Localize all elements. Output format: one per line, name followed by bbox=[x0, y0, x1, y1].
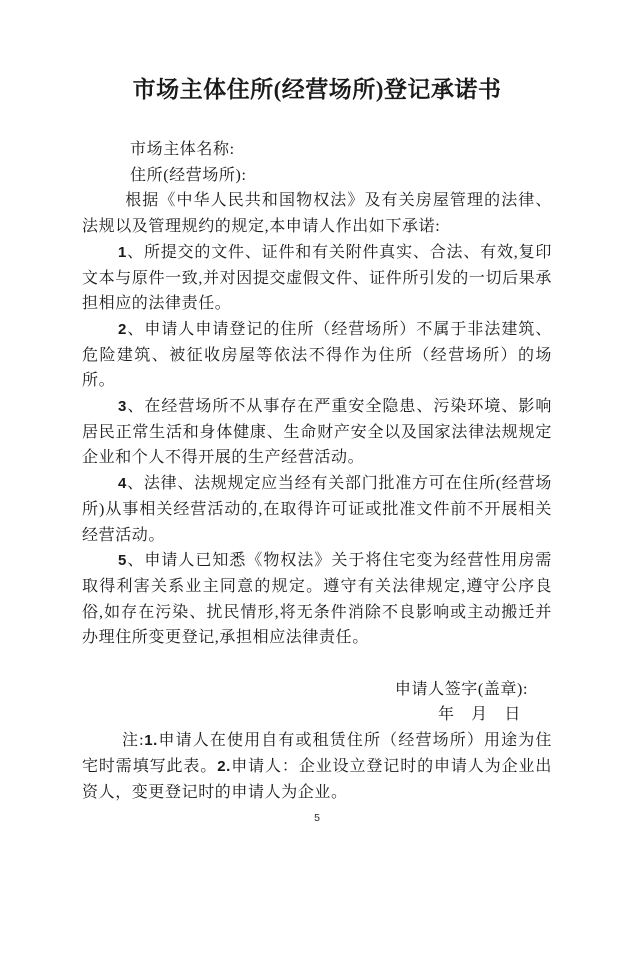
item-5-number: 5 bbox=[118, 552, 127, 570]
signature-block bbox=[82, 677, 552, 728]
note-paragraph bbox=[82, 728, 552, 805]
item-5-text: 、申请人已知悉《物权法》关于将住宅变为经营性用房需取得利害关系业主同意的规定。遵守有关法律规定,遵守公序良俗,如存在污染、扰民情形,将无条件消除不良影响或主动搬迁并办理住所变更登记,承担相应法律责任。 bbox=[82, 552, 552, 647]
signature-label: 申请人签字(盖章): bbox=[394, 680, 528, 698]
item-1-text: 、所提交的文件、证件和有关附件真实、合法、有效,复印文本与原件一致,并对因提交虚假文件、证件所引发的一切后果承担相应的法律责任。 bbox=[82, 243, 552, 313]
page-number: 5 bbox=[314, 812, 320, 825]
intro-paragraph: 根据《中华人民共和国物权法》及有关房屋管理的法律、法规以及管理规约的规定,本申请人作出如下承诺: bbox=[82, 192, 552, 236]
commitment-item-1 bbox=[82, 240, 552, 317]
note-item-1-number: 1. bbox=[144, 732, 158, 750]
field-entity-name: 市场主体名称: bbox=[130, 141, 235, 158]
date-label: 年 月 日 bbox=[437, 706, 521, 724]
commitment-item-2 bbox=[82, 317, 552, 394]
commitment-item-3 bbox=[82, 394, 552, 471]
item-2-text: 、申请人申请登记的住所（经营场所）不属于非法建筑、危险建筑、被征收房屋等依法不得作为住所（经营场所）的场所。 bbox=[82, 320, 552, 390]
commitment-item-5 bbox=[82, 548, 552, 651]
item-1-number: 1 bbox=[118, 243, 127, 261]
item-4-text: 、法律、法规规定应当经有关部门批准方可在住所(经营场所)从事相关经营活动的,在取得许可证或批准文件前不开展相关经营活动。 bbox=[82, 475, 552, 544]
item-4-number: 4 bbox=[118, 475, 127, 493]
item-3-text: 、在经营场所不从事存在严重安全隐患、污染环境、影响居民正常生活和身体健康、生命财产安全以及国家法律法规规定企业和个人不得开展的生产经营活动。 bbox=[82, 398, 552, 467]
note-label: 注: bbox=[122, 732, 145, 750]
note-item-1-text: 申请人在使用自有或租赁住所（经营场所）用途为住宅时需填写此表。 bbox=[82, 732, 552, 775]
field-premises: 住所(经营场所): bbox=[130, 166, 247, 184]
document-title: 市场主体住所(经营场所)登记承诺书 bbox=[132, 77, 502, 102]
commitment-item-4 bbox=[82, 471, 552, 548]
item-2-number: 2 bbox=[118, 320, 127, 338]
document-page bbox=[0, 74, 634, 972]
note-item-2-number: 2. bbox=[217, 757, 231, 775]
item-3-number: 3 bbox=[118, 398, 127, 416]
note-item-2-text: 申请人：企业设立登记时的申请人为企业出资人，变更登记时的申请人为企业。 bbox=[82, 757, 552, 801]
